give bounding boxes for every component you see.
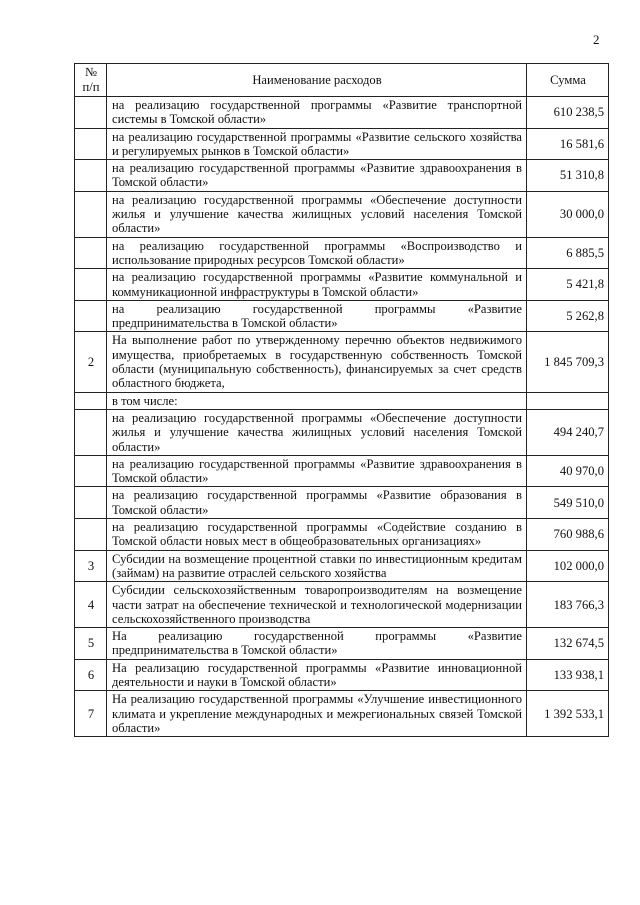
row-number: 6: [75, 659, 107, 691]
expense-name: на реализацию государственной программы «Развитие транспортной системы в Томской области»: [107, 97, 527, 129]
expense-amount: 16 581,6: [527, 128, 609, 160]
expense-name: на реализацию государственной программы «Развитие здравоохранения в Томской области»: [107, 160, 527, 192]
row-number: [75, 191, 107, 237]
expense-amount: 40 970,0: [527, 455, 609, 487]
expense-amount: 5 262,8: [527, 300, 609, 332]
table-row: [75, 487, 609, 519]
expense-amount: [527, 392, 609, 409]
table-row: [75, 582, 609, 628]
expense-amount: 133 938,1: [527, 659, 609, 691]
header-amount: Сумма: [527, 64, 609, 97]
expense-name: на реализацию государственной программы «Обеспечение доступности жилья и улучшение качества жилищных условий населения Томской области»: [107, 191, 527, 237]
table-row: [75, 455, 609, 487]
expense-name: на реализацию государственной программы «Развитие коммунальной и коммуникационной инфраструктуры в Томской области»: [107, 269, 527, 301]
expense-amount: 132 674,5: [527, 628, 609, 660]
table-row: [75, 691, 609, 737]
table-row: [75, 160, 609, 192]
expense-amount: 760 988,6: [527, 519, 609, 551]
table-row: [75, 519, 609, 551]
row-number: [75, 519, 107, 551]
row-number: 5: [75, 628, 107, 660]
row-number: 3: [75, 550, 107, 582]
table-row: [75, 97, 609, 129]
row-number: [75, 455, 107, 487]
row-number: [75, 392, 107, 409]
expense-name: На реализацию государственной программы «Развитие предпринимательства в Томской области»: [107, 628, 527, 660]
row-number: 2: [75, 332, 107, 392]
expense-amount: 183 766,3: [527, 582, 609, 628]
expense-name: на реализацию государственной программы «Развитие здравоохранения в Томской области»: [107, 455, 527, 487]
table-row: [75, 659, 609, 691]
header-row-number: № п/п: [75, 64, 107, 97]
table-row: [75, 332, 609, 392]
table-row: [75, 237, 609, 269]
expense-amount: 30 000,0: [527, 191, 609, 237]
table-row: [75, 191, 609, 237]
table-row: [75, 409, 609, 455]
row-number: [75, 269, 107, 301]
row-number: [75, 300, 107, 332]
table-header-row: [75, 64, 609, 97]
expense-amount: 549 510,0: [527, 487, 609, 519]
table-row: [75, 269, 609, 301]
expense-amount: 1 392 533,1: [527, 691, 609, 737]
row-number: [75, 97, 107, 129]
expense-name: на реализацию государственной программы «Развитие предпринимательства в Томской области»: [107, 300, 527, 332]
row-number: [75, 409, 107, 455]
expense-amount: 494 240,7: [527, 409, 609, 455]
expense-name: На реализацию государственной программы «Улучшение инвестиционного климата и укрепление международных и межрегиональных связей Томской области»: [107, 691, 527, 737]
expense-name: в том числе:: [107, 392, 527, 409]
page-number: 2: [593, 32, 600, 47]
table-row: [75, 300, 609, 332]
table-row: [75, 392, 609, 409]
expense-amount: 1 845 709,3: [527, 332, 609, 392]
expense-amount: 51 310,8: [527, 160, 609, 192]
table-row: [75, 628, 609, 660]
row-number: [75, 237, 107, 269]
table-row: [75, 550, 609, 582]
expense-name: на реализацию государственной программы «Воспроизводство и использование природных ресурсов Томской области»: [107, 237, 527, 269]
expense-name: на реализацию государственной программы «Обеспечение доступности жилья и улучшение качества жилищных условий населения Томской области»: [107, 409, 527, 455]
row-number: [75, 160, 107, 192]
expense-name: на реализацию государственной программы «Развитие образования в Томской области»: [107, 487, 527, 519]
expense-amount: 5 421,8: [527, 269, 609, 301]
expense-name: Субсидии на возмещение процентной ставки по инвестиционным кредитам (займам) на развитие отраслей сельского хозяйства: [107, 550, 527, 582]
row-number: [75, 128, 107, 160]
row-number: [75, 487, 107, 519]
header-expense-name: Наименование расходов: [107, 64, 527, 97]
table-row: [75, 128, 609, 160]
expenditure-table: [74, 63, 609, 737]
expense-amount: 610 238,5: [527, 97, 609, 129]
expense-name: на реализацию государственной программы «Развитие сельского хозяйства и регулируемых рынков в Томской области»: [107, 128, 527, 160]
expense-amount: 102 000,0: [527, 550, 609, 582]
row-number: 7: [75, 691, 107, 737]
expense-name: На выполнение работ по утвержденному перечню объектов недвижимого имущества, приобретаемых в государственную собственность Томской области (муниципальную собственность), финансируемых за счет средств областного бюджета,: [107, 332, 527, 392]
expense-amount: 6 885,5: [527, 237, 609, 269]
expense-name: на реализацию государственной программы «Содействие созданию в Томской области новых мест в общеобразовательных организациях»: [107, 519, 527, 551]
expense-name: Субсидии сельскохозяйственным товаропроизводителям на возмещение части затрат на обеспечение технической и технологической модернизации сельскохозяйственного производства: [107, 582, 527, 628]
row-number: 4: [75, 582, 107, 628]
expense-name: На реализацию государственной программы «Развитие инновационной деятельности и науки в Томской области»: [107, 659, 527, 691]
